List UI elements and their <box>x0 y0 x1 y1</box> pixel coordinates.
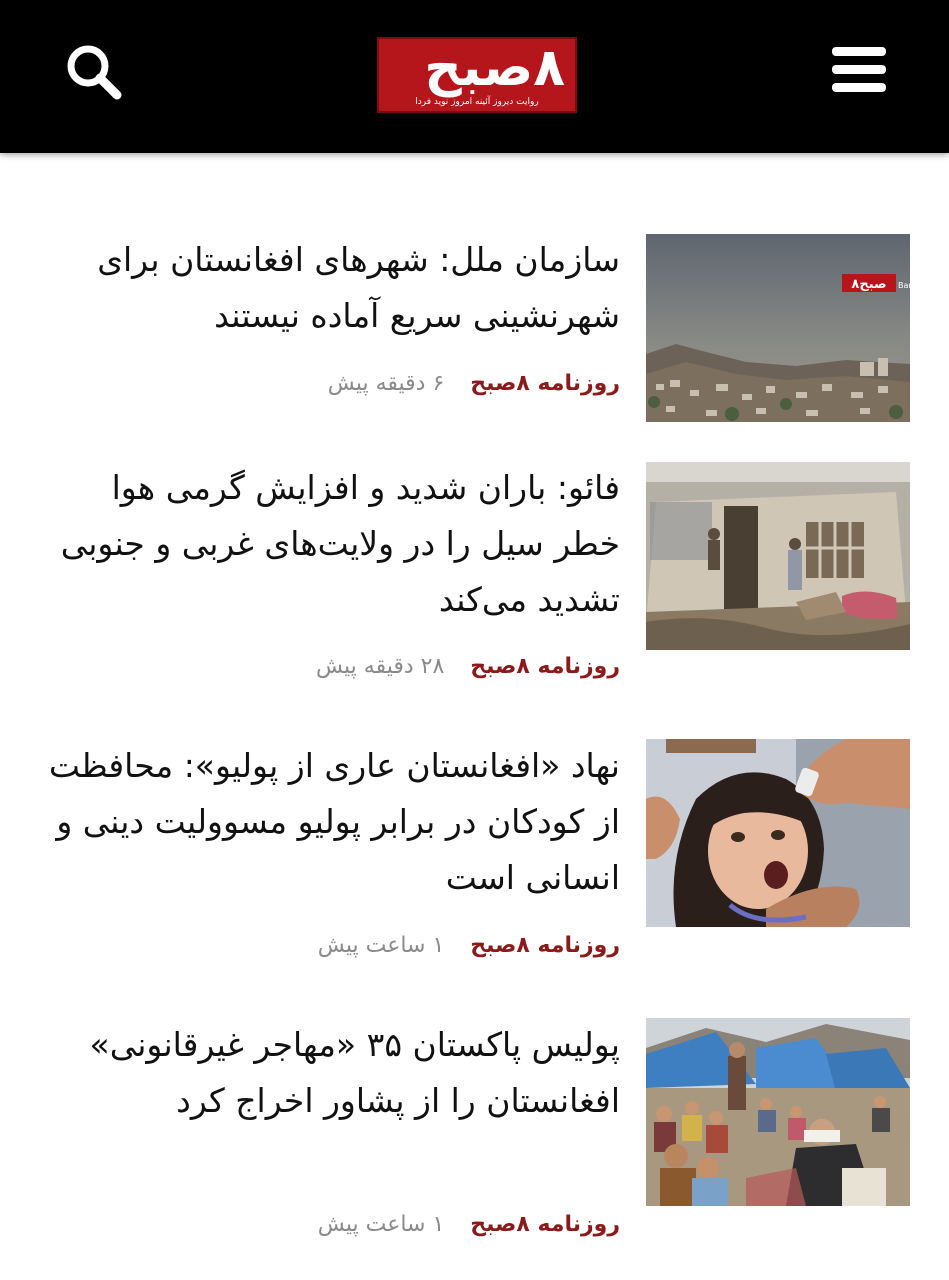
logo-tagline: روایت دیروز آئینه امروز نوید فردا <box>415 97 539 107</box>
article-time: ۶ دقیقه پیش <box>327 371 445 396</box>
article-meta <box>40 369 620 399</box>
svg-text:Bar: Bar <box>898 281 912 290</box>
article-time: ۱ ساعت پیش <box>317 933 445 958</box>
article-source[interactable]: روزنامه ۸صبح <box>470 933 620 958</box>
article-thumbnail[interactable] <box>646 1018 910 1206</box>
top-header <box>0 0 949 153</box>
article-time: ۱ ساعت پیش <box>317 1212 445 1237</box>
article-thumbnail[interactable] <box>646 739 910 927</box>
menu-button[interactable] <box>830 44 888 96</box>
logo-text: ۸صبح <box>424 38 565 98</box>
article-meta <box>40 1210 620 1240</box>
article-source[interactable]: روزنامه ۸صبح <box>470 1212 620 1237</box>
article-title[interactable]: نهاد «افغانستان عاری از پولیو»: محافظت از کودکان در برابر پولیو مسوولیت دینی و انسانی است <box>48 746 620 897</box>
site-logo[interactable] <box>377 37 577 113</box>
thumbnail-watermark: ۸صبح <box>851 277 887 292</box>
article-meta <box>40 652 620 682</box>
article-title[interactable]: سازمان ملل: شهرهای افغانستان برای شهرنشینی سریع آماده نیستند <box>97 240 620 335</box>
hamburger-menu-icon <box>830 44 888 96</box>
search-icon <box>62 40 126 104</box>
article-source[interactable]: روزنامه ۸صبح <box>470 654 620 679</box>
article-time: ۲۸ دقیقه پیش <box>315 654 445 679</box>
article-thumbnail[interactable] <box>646 462 910 650</box>
article-thumbnail[interactable] <box>646 234 910 422</box>
search-button[interactable] <box>62 40 126 104</box>
article-source[interactable]: روزنامه ۸صبح <box>470 371 620 396</box>
article-meta <box>40 931 620 961</box>
article-title[interactable]: فائو: باران شدید و افزایش گرمی هوا خطر سیل را در ولایت‌های غربی و جنوبی تشدید می‌کند <box>60 468 620 619</box>
article-title[interactable]: پولیس پاکستان ۳۵ «مهاجر غیرقانونی» افغانستان را از پشاور اخراج کرد <box>89 1025 620 1120</box>
